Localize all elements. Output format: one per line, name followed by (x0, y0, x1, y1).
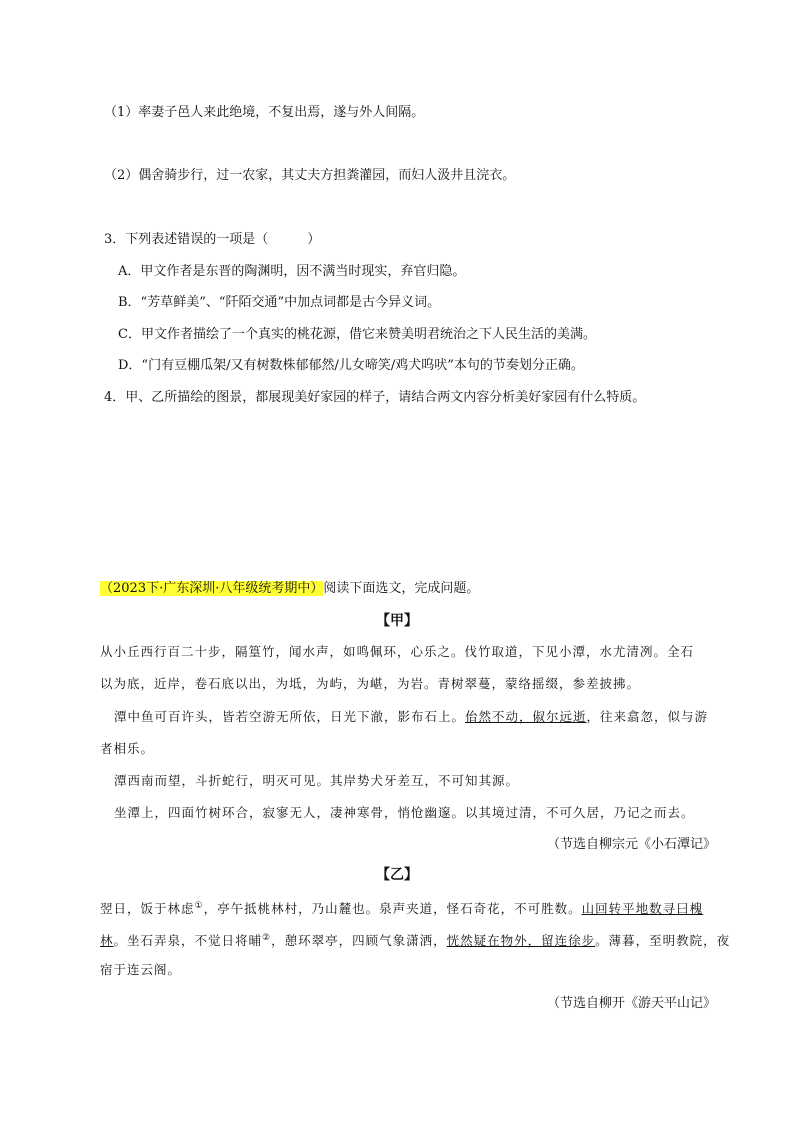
source-tag: （2023下·广东深圳·八年级统考期中） (100, 581, 324, 596)
passage-jia-title: 【甲】 (376, 613, 418, 629)
translation-item-1: （1）率妻子邑人来此绝境，不复出焉，遂与外人间隔。 (104, 105, 425, 120)
yi-l2-text-b: ，憩环翠亭，四顾气象潇洒， (271, 933, 447, 949)
yi-line-2 (100, 929, 730, 950)
footnote-1-marker: ① (194, 901, 204, 911)
yi-l2-underlined-2: 恍然疑在物外，留连徐步 (446, 933, 596, 949)
yi-l2-underlined-1: 林 (100, 933, 114, 949)
yi-l1-text-a: 翌日，饭于林虑 (100, 901, 195, 917)
question-3-option-a: A．甲文作者是东晋的陶渊明，因不满当时现实，弃官归隐。 (118, 264, 466, 279)
question-3-stem: 3．下列表述错误的一项是（ ） (104, 232, 321, 247)
jia-paragraph-2-line-1 (114, 708, 708, 726)
section-instruction: 阅读下面选文，完成问题。 (323, 581, 480, 596)
yi-line-3: 宿于连云阁。 (100, 962, 182, 977)
yi-line-1 (100, 897, 703, 918)
jia-paragraph-1-line-1: 从小丘西行百二十步，隔篁竹，闻水声，如鸣佩环，心乐之。伐竹取道，下见小潭，水尤清冽。全石 (100, 644, 695, 659)
question-3-option-c: C．甲文作者描绘了一个真实的桃花源，借它来赞美明君统治之下人民生活的美满。 (118, 327, 596, 342)
question-3-option-b: B．“芳草鲜美”、“阡陌交通”中加点词都是古今异义词。 (118, 295, 441, 310)
question-3-option-d: D．“门有豆棚瓜架/又有树数株郁郁然/儿女啼笑/鸡犬呜吠”本句的节奏划分正确。 (118, 358, 584, 373)
jia-p2-text-b: ，往来翕忽，似与游 (586, 709, 709, 724)
passage-yi-title: 【乙】 (376, 867, 418, 883)
jia-p2-underlined: 佁然不动，俶尔远逝 (465, 709, 587, 724)
section-heading (100, 580, 479, 598)
jia-paragraph-4: 坐潭上，四面竹树环合，寂寥无人，凄神寒骨，悄怆幽邃。以其境过清，不可久居，乃记之而去。 (114, 805, 695, 820)
yi-source: （节选自柳开《游天平山记》 (546, 996, 716, 1011)
jia-p2-text-a: 潭中鱼可百许头，皆若空游无所依，日光下澈，影布石上。 (114, 709, 466, 724)
footnote-2-marker: ② (262, 933, 272, 943)
yi-l1-underlined: 山回转平地数寻曰槐 (581, 901, 704, 917)
yi-l1-text-b: ，亭午抵桃林村，乃山麓也。泉声夹道，怪石奇花，不可胜数。 (203, 901, 582, 917)
translation-item-2: （2）偶舍骑步行，过一农家，其丈夫方担粪灌园，而妇人汲井且浣衣。 (104, 168, 516, 183)
jia-paragraph-1-line-2: 以为底，近岸，卷石底以出，为坻，为屿，为嵁，为岩。青树翠蔓，蒙络摇缀，参差披拂。 (100, 676, 641, 691)
jia-paragraph-2-line-2: 者相乐。 (100, 741, 155, 756)
yi-l2-text-a: 。坐石弄泉，不觉日将晡 (113, 933, 263, 949)
jia-paragraph-3: 潭西南而望，斗折蛇行，明灭可见。其岸势犬牙差互，不可知其源。 (114, 773, 520, 788)
yi-l2-text-c: 。薄暮，至明教院，夜 (595, 933, 731, 949)
question-4: 4．甲、乙所描绘的图景，都展现美好家园的样子，请结合两文内容分析美好家园有什么特质。 (104, 390, 646, 405)
jia-source: （节选自柳宗元《小石潭记》 (546, 837, 716, 852)
